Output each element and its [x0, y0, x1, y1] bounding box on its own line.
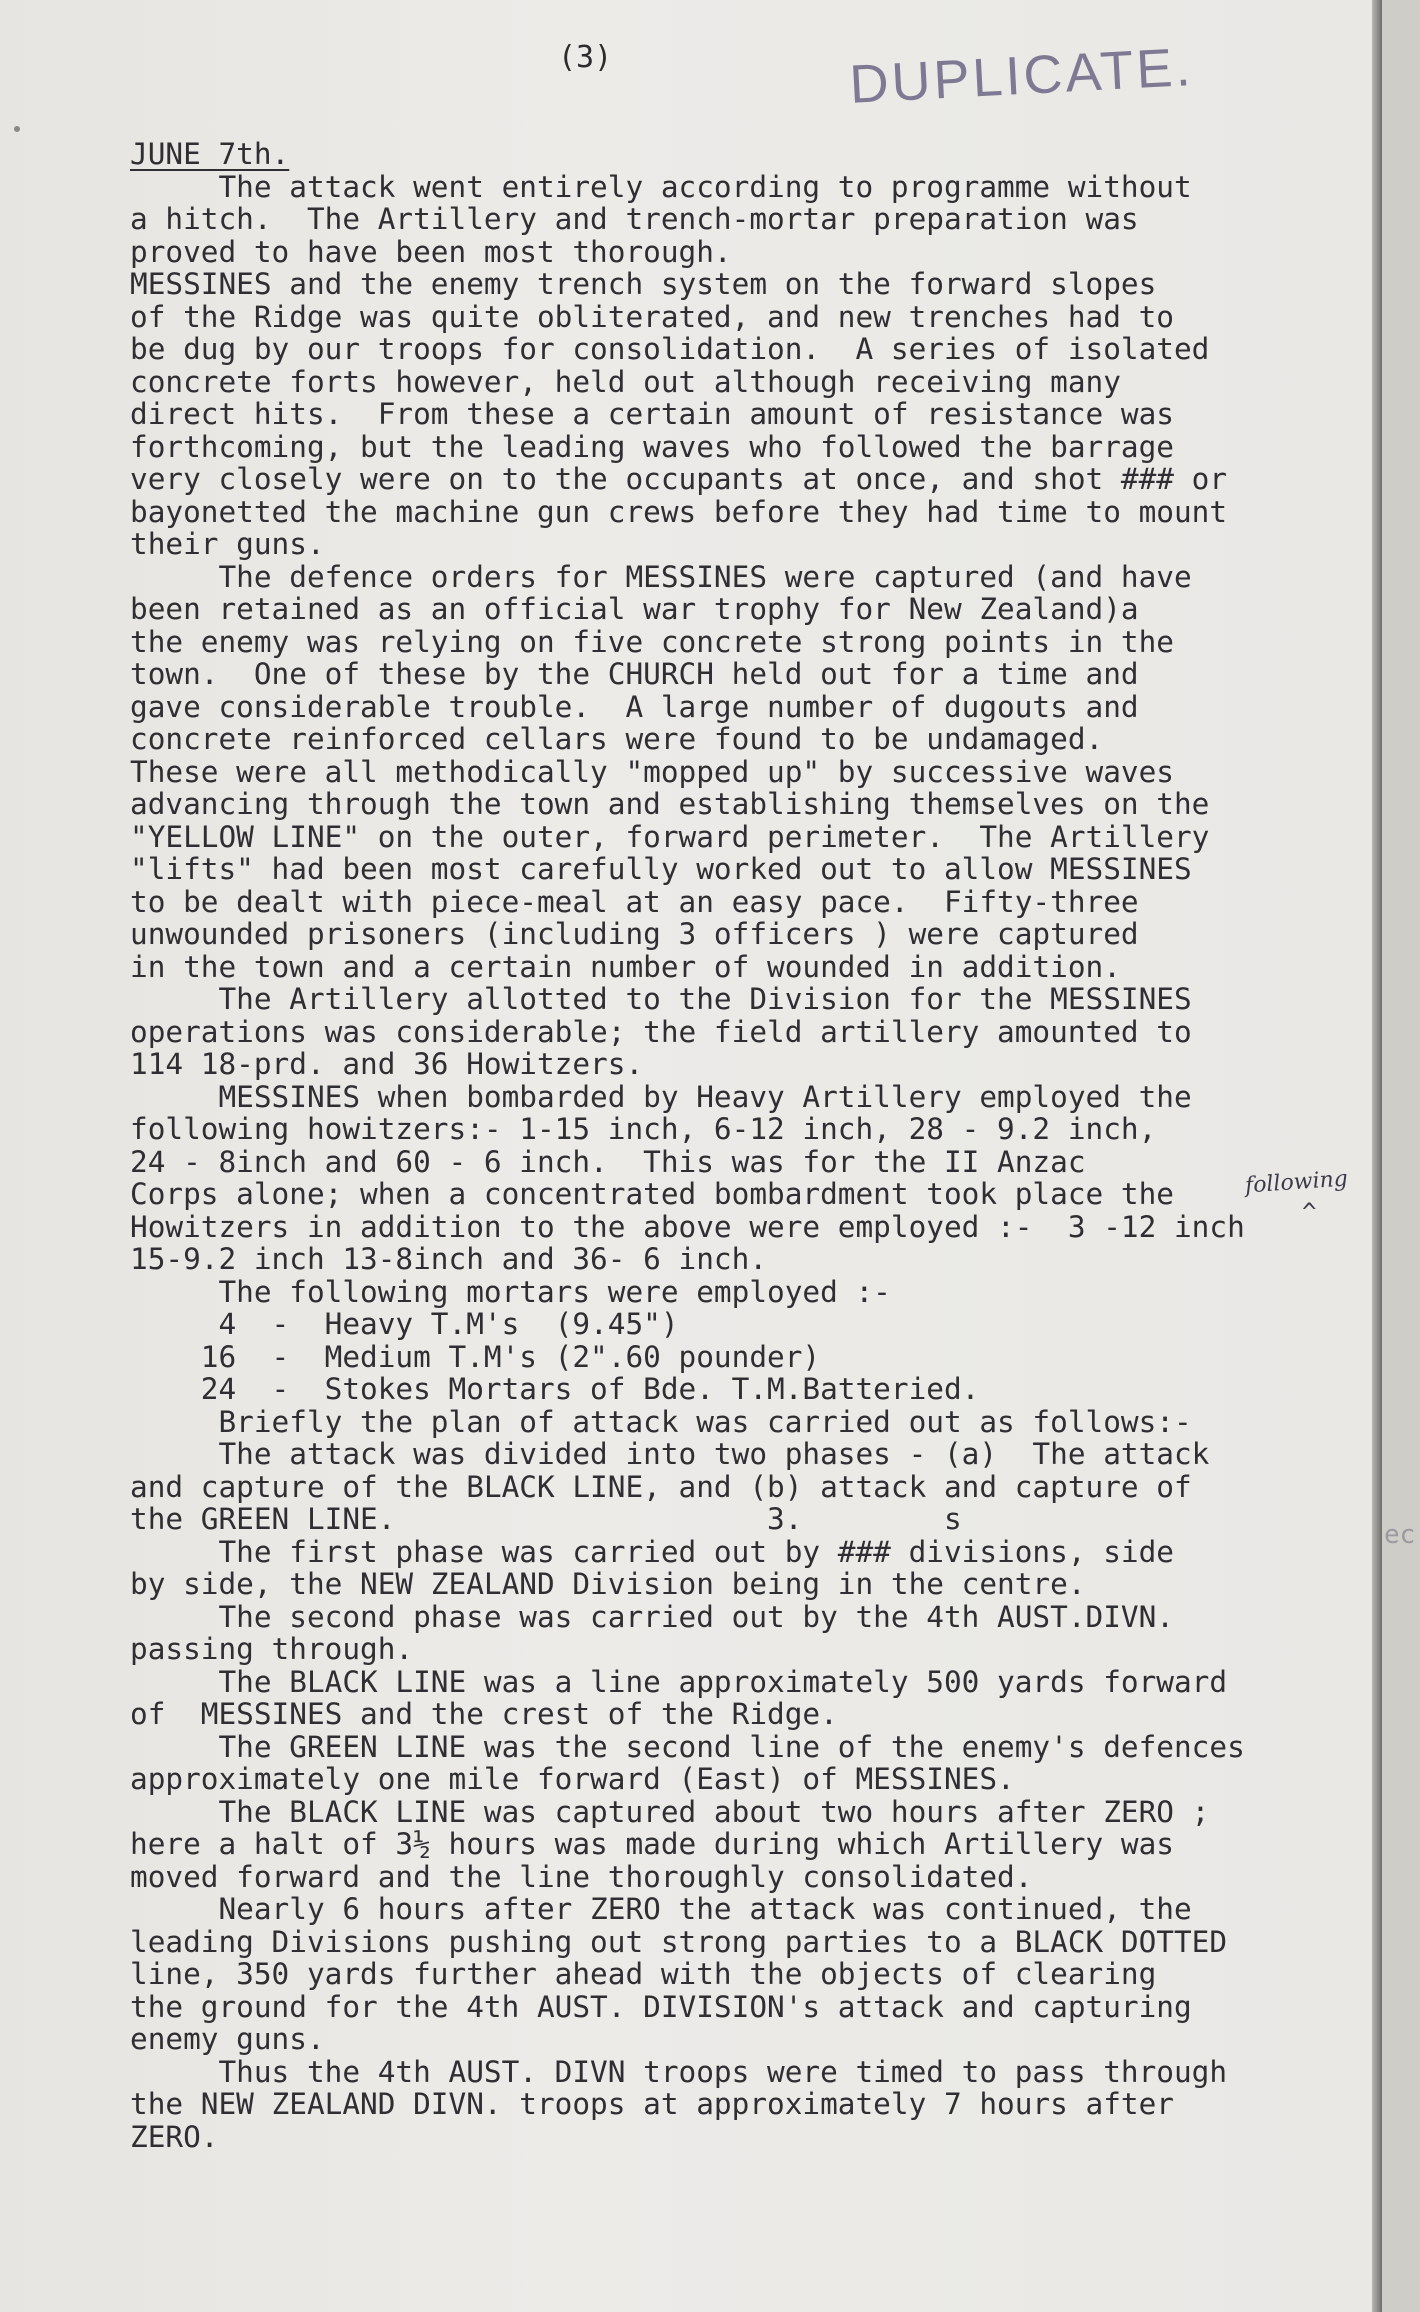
text-line: forthcoming, but the leading waves who followed the barrage: [130, 429, 1174, 464]
text-line: concrete reinforced cellars were found to be undamaged.: [130, 722, 1104, 756]
text-line: "lifts" had been most carefully worked out to allow MESSINES: [130, 852, 1192, 886]
text-line: direct hits. From these a certain amount of resistance was: [130, 397, 1174, 431]
text-line: The Artillery allotted to the Division for the MESSINES: [130, 982, 1192, 1016]
text-line: The attack went entirely according to programme without: [130, 169, 1192, 204]
punch-mark: [14, 126, 20, 132]
text-line: gave considerable trouble. A large number of dugouts and: [130, 689, 1139, 724]
text-line: to be dealt with piece-meal at an easy pace. Fifty-three: [130, 884, 1139, 919]
text-line: The first phase was carried out by ### divisions, side: [130, 1534, 1174, 1569]
text-line: moved forward and the line thoroughly consolidated.: [130, 1859, 1033, 1894]
text-line: very closely were on to the occupants at once, and shot ### or: [130, 462, 1228, 496]
text-line: bayonetted the machine gun crews before they had time to mount: [130, 494, 1228, 529]
page-number: (3): [558, 40, 613, 75]
text-line: The defence orders for MESSINES were captured (and have: [130, 559, 1192, 594]
text-line: The BLACK LINE was a line approximately 500 yards forward: [130, 1664, 1228, 1699]
text-line: advancing through the town and establishing themselves on the: [130, 787, 1210, 821]
text-line: 4 - Heavy T.M's (9.45"): [130, 1307, 679, 1341]
text-line: and capture of the BLACK LINE, and (b) attack and capture of: [130, 1469, 1192, 1504]
text-line: of the Ridge was quite obliterated, and new trenches had to: [130, 299, 1174, 334]
text-line: 16 - Medium T.M's (2".60 pounder): [130, 1339, 821, 1374]
text-line: the enemy was relying on five concrete strong points in the: [130, 624, 1174, 659]
text-line: by side, the NEW ZEALAND Division being in the centre.: [130, 1567, 1086, 1601]
insertion-caret: ^: [1302, 1198, 1317, 1226]
text-line: 24 - Stokes Mortars of Bde. T.M.Batteried.: [130, 1372, 980, 1406]
text-line: MESSINES when bombarded by Heavy Artillery employed the: [130, 1079, 1192, 1114]
text-line: town. One of these by the CHURCH held out for a time and: [130, 657, 1139, 691]
text-line: ZERO.: [130, 2119, 219, 2154]
text-line: MESSINES and the enemy trench system on the forward slopes: [130, 267, 1157, 301]
section-heading: JUNE 7th.: [130, 137, 290, 171]
text-line: their guns.: [130, 527, 325, 561]
text-line: 15-9.2 inch 13-8inch and 36- 6 inch.: [130, 1242, 768, 1276]
text-line: "YELLOW LINE" on the outer, forward perimeter. The Artillery: [130, 819, 1210, 854]
text-line: leading Divisions pushing out strong parties to a BLACK DOTTED: [130, 1924, 1228, 1959]
text-line: unwounded prisoners (including 3 officers ) were captured: [130, 917, 1139, 951]
text-line: be dug by our troops for consolidation. A series of isolated: [130, 332, 1210, 366]
text-line: Howitzers in addition to the above were employed :- 3 -12 inch: [130, 1209, 1245, 1244]
text-line: the GREEN LINE. 3. s: [130, 1502, 962, 1536]
text-line: Nearly 6 hours after ZERO the attack was continued, the: [130, 1892, 1192, 1926]
handwritten-insertion: following: [1244, 1166, 1349, 1199]
text-line: the NEW ZEALAND DIVN. troops at approximately 7 hours after: [130, 2087, 1174, 2121]
text-line: These were all methodically "mopped up" by successive waves: [130, 754, 1174, 789]
typed-text: [130, 138, 1370, 2153]
text-line: The following mortars were employed :-: [130, 1274, 891, 1309]
underlying-page: [1382, 0, 1420, 2312]
text-line: line, 350 yards further ahead with the objects of clearing: [130, 1957, 1157, 1991]
text-line: 24 - 8inch and 60 - 6 inch. This was for the II Anzac: [130, 1144, 1086, 1179]
page-edge: [1372, 0, 1382, 2312]
text-line: The BLACK LINE was captured about two hours after ZERO ;: [130, 1794, 1210, 1829]
duplicate-stamp: DUPLICATE.: [848, 36, 1195, 115]
text-line: approximately one mile forward (East) of MESSINES.: [130, 1762, 1015, 1796]
text-line: Briefly the plan of attack was carried out as follows:-: [130, 1404, 1192, 1439]
text-line: here a halt of 3½ hours was made during which Artillery was: [130, 1827, 1174, 1861]
text-line: Thus the 4th AUST. DIVN troops were timed to pass through: [130, 2054, 1228, 2089]
text-line: of MESSINES and the crest of the Ridge.: [130, 1697, 838, 1731]
text-line: a hitch. The Artillery and trench-mortar preparation was: [130, 202, 1139, 236]
text-line: the ground for the 4th AUST. DIVISION's attack and capturing: [130, 1989, 1192, 2024]
text-line: Corps alone; when a concentrated bombardment took place the: [130, 1177, 1174, 1211]
text-line: The attack was divided into two phases - (a) The attack: [130, 1437, 1210, 1471]
edge-fragment: ec: [1384, 1520, 1416, 1550]
text-line: proved to have been most thorough.: [130, 234, 732, 269]
text-line: concrete forts however, held out although receiving many: [130, 364, 1121, 399]
text-line: enemy guns.: [130, 2022, 325, 2056]
text-line: following howitzers:- 1-15 inch, 6-12 inch, 28 - 9.2 inch,: [130, 1112, 1157, 1146]
text-line: 114 18-prd. and 36 Howitzers.: [130, 1047, 644, 1081]
text-line: The second phase was carried out by the 4th AUST.DIVN.: [130, 1599, 1174, 1634]
text-line: passing through.: [130, 1632, 414, 1666]
text-line: in the town and a certain number of wounded in addition.: [130, 949, 1121, 984]
text-line: The GREEN LINE was the second line of the enemy's defences: [130, 1729, 1245, 1764]
text-line: been retained as an official war trophy for New Zealand)a: [130, 592, 1139, 626]
text-line: operations was considerable; the field artillery amounted to: [130, 1014, 1192, 1049]
